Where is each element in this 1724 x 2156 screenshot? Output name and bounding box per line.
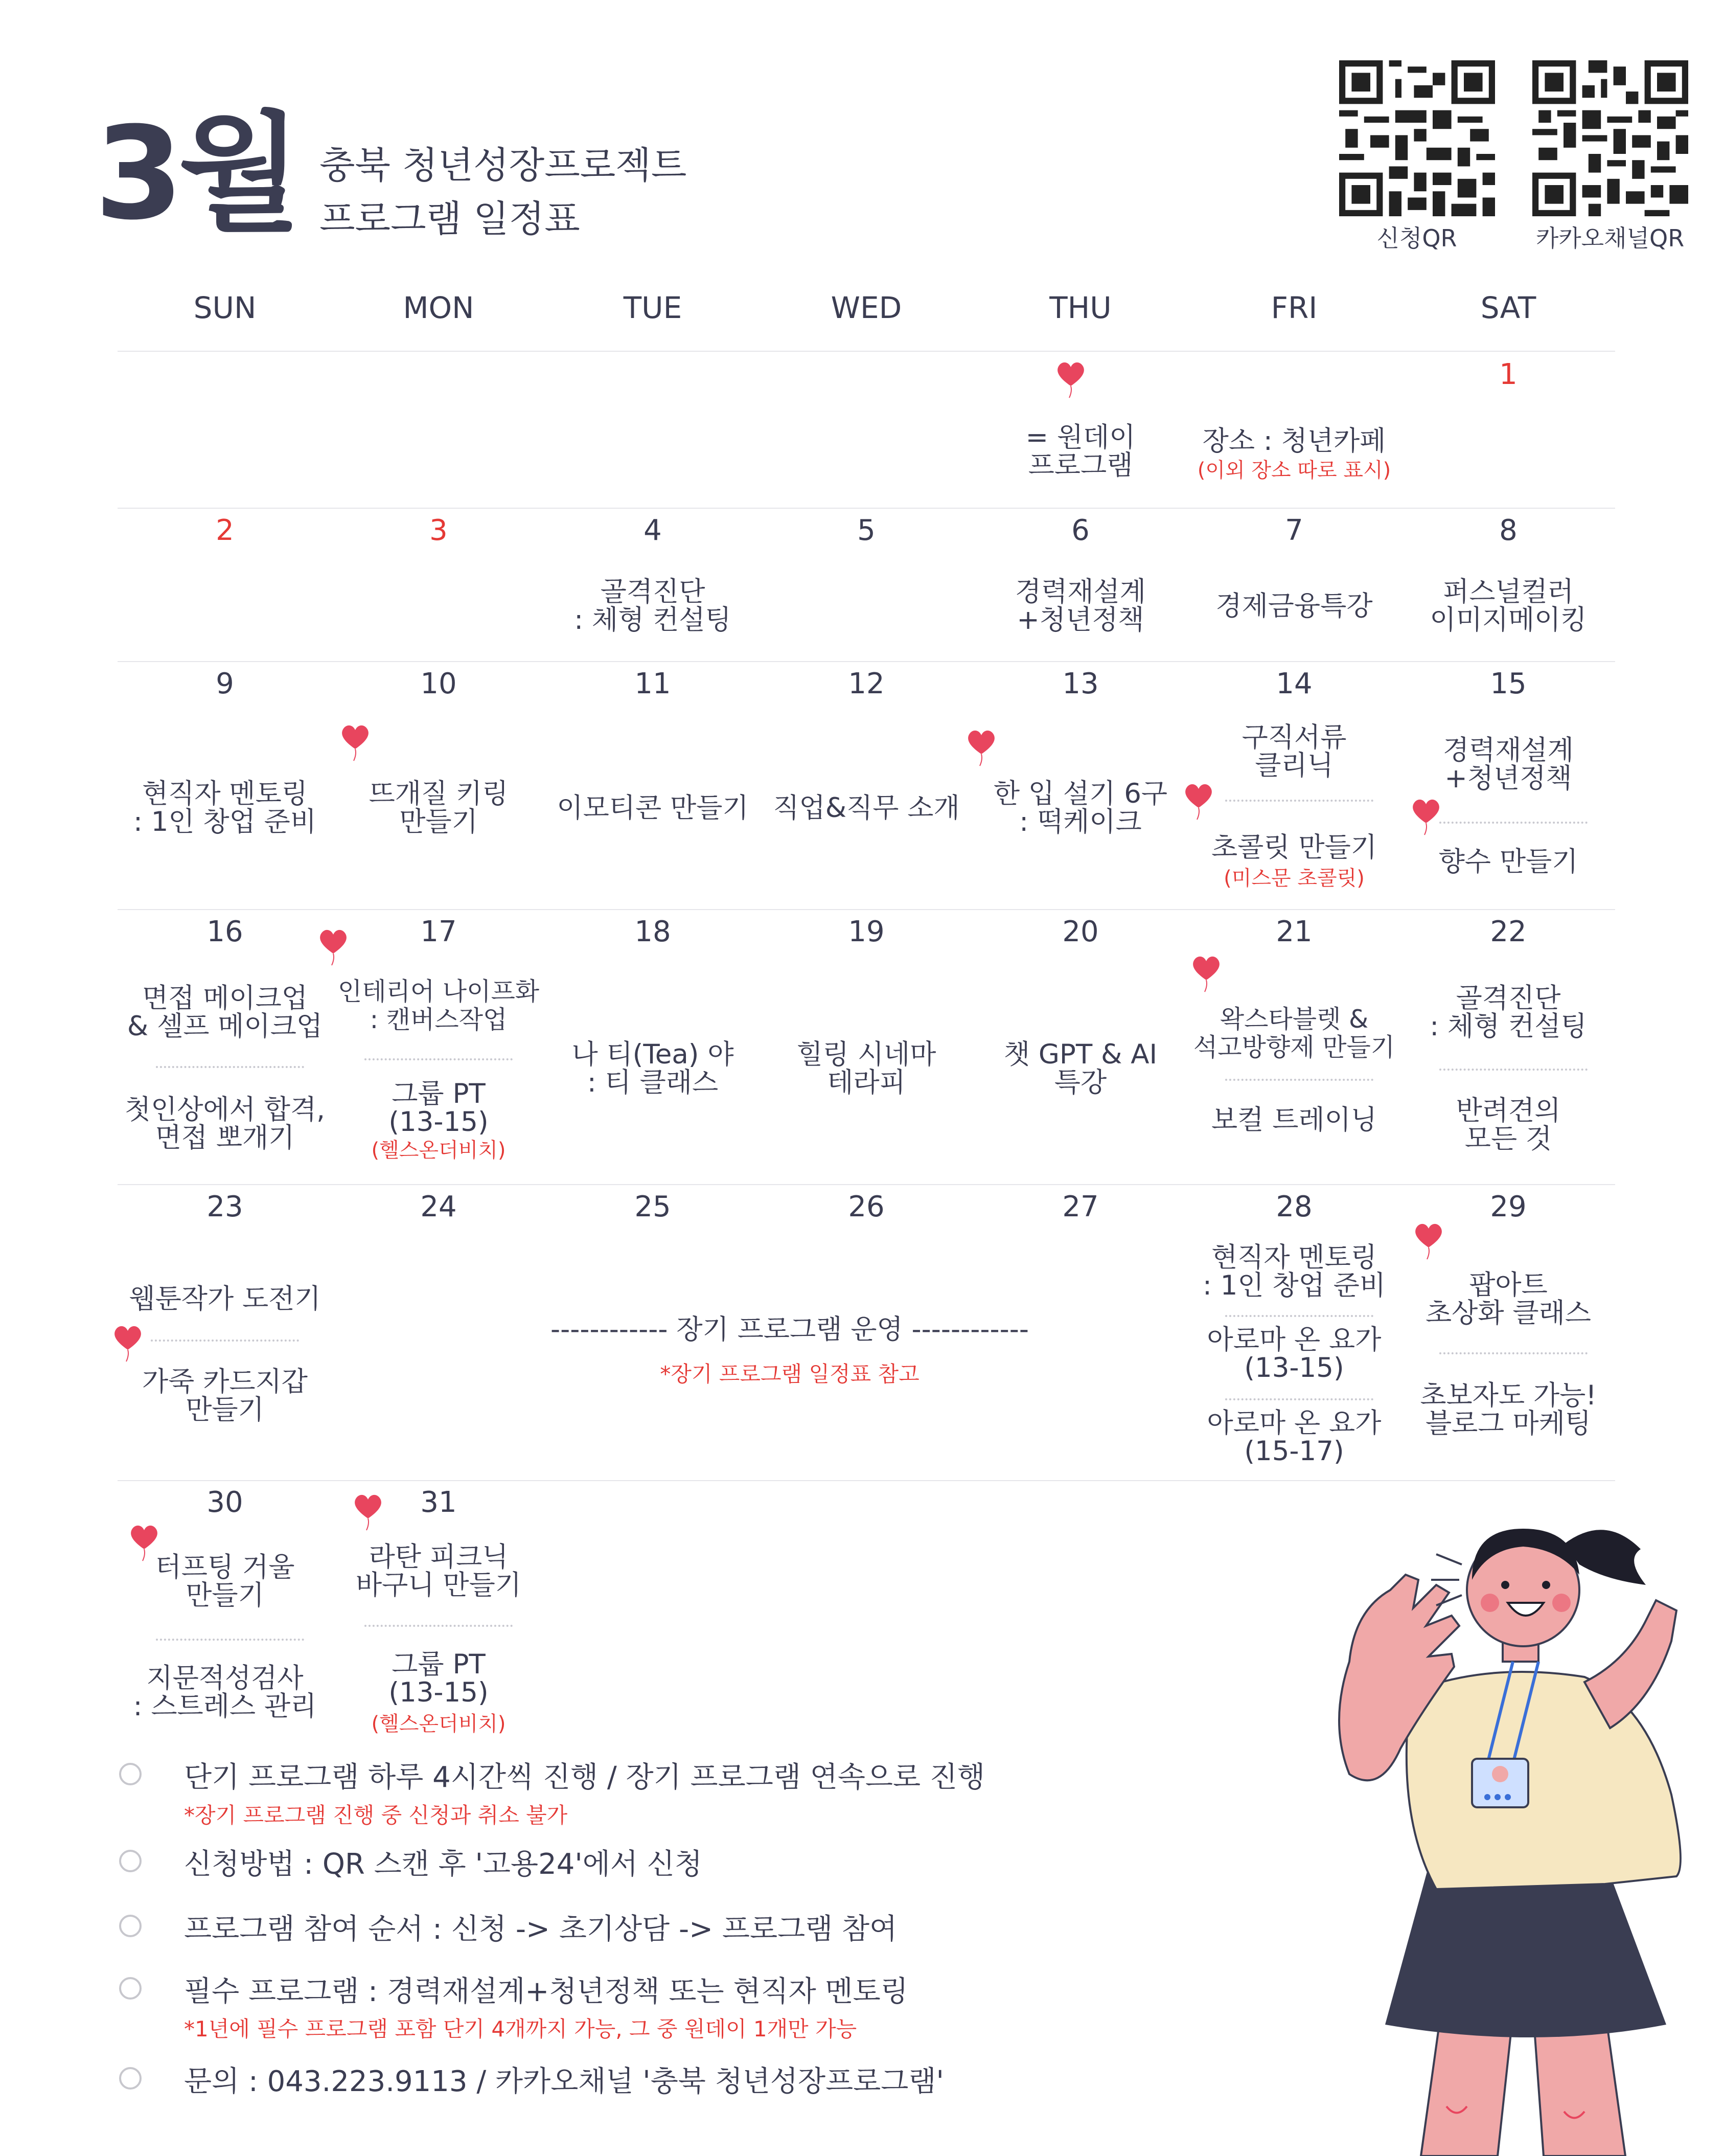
date-13[interactable]: 13 — [1062, 667, 1099, 700]
event-divider — [156, 1639, 304, 1641]
event-23-a[interactable]: 웹툰작가 도전기 — [129, 1283, 321, 1314]
note-4-text: 필수 프로그램 : 경력재설계+청년정책 또는 현직자 멘토링 — [184, 1975, 908, 2008]
long-program-note: *장기 프로그램 일정표 참고 — [660, 1361, 920, 1387]
day-header-mon: MON — [403, 290, 474, 325]
week-divider — [118, 351, 1615, 352]
kakao-qr-label: 카카오채널QR — [1535, 224, 1685, 252]
legend-place: 장소 : 청년카페 — [1202, 425, 1386, 457]
note-3-text: 프로그램 참여 순서 : 신청 -> 초기상담 -> 프로그램 참여 — [184, 1913, 898, 1946]
title-line-2: 프로그램 일정표 — [319, 197, 580, 240]
date-5[interactable]: 5 — [857, 514, 876, 547]
event-divider — [1439, 1352, 1588, 1354]
legend-oneday: = 원데이 프로그램 — [1025, 422, 1136, 481]
event-31-b-note: (헬스온더비치) — [371, 1712, 506, 1736]
waving-woman-illustration — [1319, 1508, 1707, 2156]
date-9[interactable]: 9 — [216, 667, 234, 700]
date-4[interactable]: 4 — [643, 514, 662, 547]
date-3[interactable]: 3 — [429, 514, 448, 547]
day-header-wed: WED — [831, 290, 902, 325]
apply-qr-label: 신청QR — [1376, 224, 1457, 252]
heart-balloon-icon — [1408, 795, 1444, 836]
event-17-b-note: (헬스온더비치) — [371, 1139, 506, 1162]
date-11[interactable]: 11 — [634, 667, 671, 700]
day-header-thu: THU — [1049, 290, 1112, 325]
event-divider — [156, 1066, 304, 1068]
heart-balloon-icon — [963, 726, 999, 767]
event-divider — [1439, 1069, 1588, 1071]
event-29-a[interactable]: 팝아트 초상화 클래스 — [1425, 1269, 1592, 1329]
event-divider — [1225, 1079, 1373, 1081]
date-14[interactable]: 14 — [1276, 667, 1313, 700]
event-7[interactable]: 경제금융특강 — [1215, 591, 1373, 622]
date-16[interactable]: 16 — [206, 915, 243, 948]
week-divider — [118, 1184, 1615, 1185]
event-22-a[interactable]: 골격진단 : 체형 컨설팅 — [1430, 983, 1587, 1042]
event-divider — [364, 1625, 513, 1627]
event-19[interactable]: 힐링 시네마 테라피 — [796, 1039, 936, 1098]
date-10[interactable]: 10 — [420, 667, 457, 700]
event-16-b[interactable]: 첫인상에서 합격, 면접 뽀개기 — [124, 1094, 326, 1153]
event-divider — [151, 1340, 299, 1342]
day-header-sat: SAT — [1480, 290, 1536, 325]
event-17-b[interactable]: 그룹 PT (13-15) — [388, 1078, 489, 1138]
bullet-circle — [119, 2067, 142, 2090]
event-12[interactable]: 직업&직무 소개 — [773, 792, 960, 824]
event-divider — [1439, 822, 1588, 824]
heart-balloon-icon — [337, 721, 373, 762]
heart-balloon-icon — [1411, 1219, 1446, 1260]
note-2-text: 신청방법 : QR 스캔 후 '고용24'에서 신청 — [184, 1848, 702, 1881]
date-8[interactable]: 8 — [1499, 514, 1518, 547]
date-23[interactable]: 23 — [206, 1190, 243, 1223]
note-4-sub: *1년에 필수 프로그램 포함 단기 4개까지 가능, 그 중 원데이 1개만 가능 — [184, 2016, 857, 2041]
event-20[interactable]: 챗 GPT & AI 특강 — [1003, 1039, 1158, 1098]
bullet-circle — [119, 1850, 142, 1872]
event-divider — [1225, 1398, 1373, 1400]
event-15-a[interactable]: 경력재설계 +청년정책 — [1443, 735, 1574, 794]
event-28-a[interactable]: 현직자 멘토링 : 1인 창업 준비 — [1202, 1242, 1386, 1301]
bullet-circle — [119, 1915, 142, 1937]
week-divider — [118, 508, 1615, 509]
date-6[interactable]: 6 — [1071, 514, 1090, 547]
event-18[interactable]: 나 티(Tea) 야 : 티 클래스 — [571, 1039, 734, 1098]
date-20[interactable]: 20 — [1062, 915, 1099, 948]
long-program-banner[interactable]: ------------ 장기 프로그램 운영 ------------ — [550, 1314, 1029, 1345]
date-12[interactable]: 12 — [848, 667, 885, 700]
date-28[interactable]: 28 — [1276, 1190, 1313, 1223]
event-divider — [1225, 800, 1373, 802]
event-divider — [1225, 1315, 1373, 1317]
day-header-tue: TUE — [623, 290, 682, 325]
event-30-a[interactable]: 터프팅 거울 만들기 — [155, 1552, 295, 1611]
event-16-a[interactable]: 면접 메이크업 & 셀프 메이크업 — [127, 983, 323, 1042]
date-1[interactable]: 1 — [1499, 358, 1518, 391]
event-21-a[interactable]: 왁스타블렛 & 석고방향제 만들기 — [1193, 1005, 1395, 1062]
date-15[interactable]: 15 — [1490, 667, 1527, 700]
heart-balloon-icon — [350, 1490, 386, 1531]
heart-balloon-icon — [315, 925, 351, 966]
event-28-c[interactable]: 아로마 온 요가 (15-17) — [1207, 1408, 1382, 1467]
kakao-qr-code[interactable] — [1532, 60, 1688, 216]
note-1-text: 단기 프로그램 하루 4시간씩 진행 / 장기 프로그램 연속으로 진행 — [184, 1761, 985, 1794]
date-29[interactable]: 29 — [1490, 1190, 1527, 1223]
date-17[interactable]: 17 — [420, 915, 457, 948]
date-31[interactable]: 31 — [420, 1486, 457, 1519]
heart-balloon-icon — [1181, 780, 1216, 821]
legend-place-note: (이외 장소 따로 표시) — [1197, 459, 1391, 482]
day-header-sun: SUN — [193, 290, 257, 325]
note-1-sub: *장기 프로그램 진행 중 신청과 취소 불가 — [184, 1803, 568, 1828]
event-8[interactable]: 퍼스널컬러 이미지메이킹 — [1430, 576, 1587, 636]
event-13[interactable]: 한 입 설기 6구 : 떡케이크 — [993, 778, 1168, 837]
event-6[interactable]: 경력재설계 +청년정책 — [1015, 576, 1146, 636]
week-divider — [118, 661, 1615, 662]
event-14-a[interactable]: 구직서류 클리닉 — [1242, 722, 1347, 781]
date-2[interactable]: 2 — [216, 514, 234, 547]
date-18[interactable]: 18 — [634, 915, 671, 948]
event-17-a[interactable]: 인테리어 나이프화 : 캔버스작업 — [337, 977, 540, 1034]
date-26[interactable]: 26 — [848, 1190, 885, 1223]
heart-balloon-icon — [1053, 358, 1089, 399]
bullet-circle — [119, 1977, 142, 2000]
event-30-b[interactable]: 지문적성검사 : 스트레스 관리 — [133, 1663, 317, 1722]
note-5-text: 문의 : 043.223.9113 / 카카오채널 '충북 청년성장프로그램' — [184, 2065, 944, 2098]
date-21[interactable]: 21 — [1276, 915, 1313, 948]
event-28-b[interactable]: 아로마 온 요가 (13-15) — [1207, 1324, 1382, 1383]
day-header-fri: FRI — [1271, 290, 1318, 325]
title-line-1: 충북 청년성장프로젝트 — [319, 144, 687, 187]
heart-balloon-icon — [1188, 952, 1224, 993]
date-7[interactable]: 7 — [1285, 514, 1303, 547]
event-31-b[interactable]: 그룹 PT (13-15) — [388, 1649, 489, 1708]
date-27[interactable]: 27 — [1062, 1190, 1099, 1223]
month-title: 3월 — [95, 99, 297, 248]
event-29-b[interactable]: 초보자도 가능! 블로그 마케팅 — [1420, 1380, 1597, 1439]
date-30[interactable]: 30 — [206, 1486, 243, 1519]
event-11[interactable]: 이모티콘 만들기 — [557, 792, 749, 824]
event-10[interactable]: 뜨개질 키링 만들기 — [369, 778, 509, 837]
event-15-b[interactable]: 향수 만들기 — [1438, 846, 1578, 877]
heart-balloon-icon — [110, 1322, 146, 1363]
event-14-b-note: (미스문 초콜릿) — [1224, 867, 1365, 890]
apply-qr-code[interactable] — [1339, 60, 1495, 216]
event-21-b[interactable]: 보컬 트레이닝 — [1211, 1104, 1377, 1136]
event-22-b[interactable]: 반려견의 모든 것 — [1456, 1095, 1561, 1154]
week-divider — [118, 1480, 1615, 1481]
bullet-circle — [119, 1763, 142, 1785]
date-19[interactable]: 19 — [848, 915, 885, 948]
event-9[interactable]: 현직자 멘토링 : 1인 창업 준비 — [133, 778, 317, 837]
event-4[interactable]: 골격진단 : 체형 컨설팅 — [574, 576, 731, 636]
event-divider — [364, 1058, 513, 1060]
week-divider — [118, 909, 1615, 910]
date-24[interactable]: 24 — [420, 1190, 457, 1223]
event-14-b[interactable]: 초콜릿 만들기 — [1211, 832, 1377, 863]
event-31-a[interactable]: 라탄 피크닉 바구니 만들기 — [355, 1541, 522, 1601]
date-25[interactable]: 25 — [634, 1190, 671, 1223]
event-23-b[interactable]: 가죽 카드지갑 만들기 — [142, 1366, 308, 1425]
date-22[interactable]: 22 — [1490, 915, 1527, 948]
